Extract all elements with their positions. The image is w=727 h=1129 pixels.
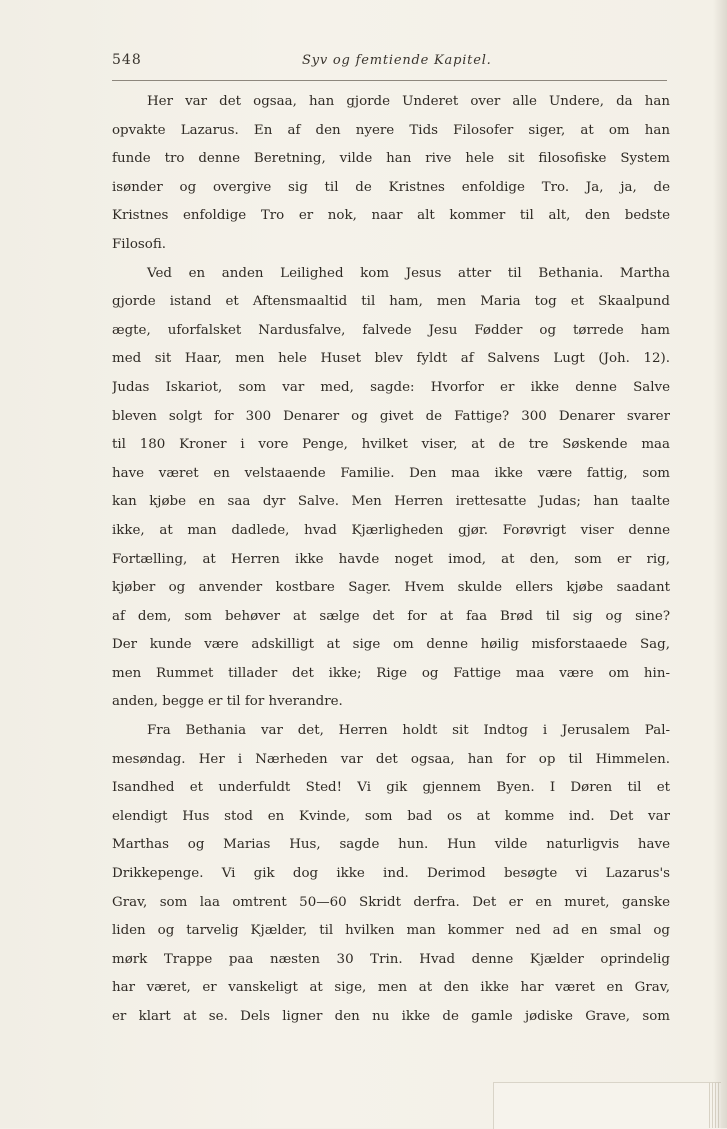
- text-line: anden, begge er til for hverandre.: [112, 694, 343, 710]
- page-number: 548: [112, 52, 142, 68]
- text-line: kjøber og anvender kostbare Sager. Hvem skulde ellers kjøbe saadant: [112, 580, 670, 596]
- text-line: Her var det ogsaa, han gjorde Underet over alle Undere, da han: [147, 94, 670, 109]
- header-rule: [112, 80, 667, 81]
- paragraph-1: [112, 88, 670, 260]
- body-text: [112, 88, 670, 1032]
- text-line: men Rummet tillader det ikke; Rige og Fattige maa være om hin-: [112, 665, 670, 681]
- text-line: Drikkepenge. Vi gik dog ikke ind. Derimod besøgte vi Lazarus's: [112, 866, 670, 882]
- page-header: [112, 52, 500, 74]
- text-line: med sit Haar, men hele Huset blev fyldt af Salvens Lugt (Joh. 12).: [112, 351, 670, 367]
- text-line: Fortælling, at Herren ikke havde noget imod, at den, som er rig,: [112, 551, 670, 567]
- text-line: gjorde istand et Aftensmaaltid til ham, men Maria tog et Skaalpund: [112, 294, 670, 310]
- text-line: funde tro denne Beretning, vilde han rive hele sit filosofiske System: [112, 151, 670, 167]
- text-line: har været, er vanskeligt at sige, men at den ikke har været en Grav,: [112, 980, 670, 996]
- text-line: isønder og overgive sig til de Kristnes enfoldige Tro. Ja, ja, de: [112, 179, 670, 195]
- text-line: elendigt Hus stod en Kvinde, som bad os at komme ind. Det var: [112, 808, 670, 824]
- text-line: Fra Bethania var det, Herren holdt sit Indtog i Jerusalem Pal-: [147, 723, 670, 739]
- text-line: Marthas og Marias Hus, sagde hun. Hun vilde naturligvis have: [112, 837, 670, 853]
- text-line: kan kjøbe en saa dyr Salve. Men Herren irettesatte Judas; han taalte: [112, 494, 670, 510]
- paragraph-3: [112, 717, 670, 1032]
- page-edge-shadow: [713, 0, 727, 1128]
- text-line: Judas Iskariot, som var med, sagde: Hvorfor er ikke denne Salve: [112, 379, 670, 395]
- text-line: ægte, uforfalsket Nardusfalve, falvede Jesu Fødder og tørrede ham: [112, 322, 670, 338]
- running-title: Syv og femtiende Kapitel.: [302, 53, 492, 68]
- text-line: bleven solgt for 300 Denarer og givet de Fattige? 300 Denarer svarer: [112, 408, 670, 424]
- text-line: Filosofi.: [112, 236, 167, 252]
- text-line: opvakte Lazarus. En af den nyere Tids Filosofer siger, at om han: [112, 122, 670, 138]
- paragraph-2: [112, 260, 670, 718]
- text-line: mesøndag. Her i Nærheden var det ogsaa, han for op til Himmelen.: [112, 751, 670, 767]
- text-line: Der kunde være adskilligt at sige om denne høilig misforstaaede Sag,: [112, 637, 670, 653]
- text-line: have været en velstaaende Familie. Den maa ikke være fattig, som: [112, 465, 670, 481]
- text-line: er klart at se. Dels ligner den nu ikke de gamle jødiske Grave, som: [112, 1009, 670, 1024]
- scan-corner-tab: [493, 1082, 721, 1129]
- text-line: Grav, som laa omtrent 50—60 Skridt derfra. Det er en muret, ganske: [112, 894, 670, 910]
- text-line: liden og tarvelig Kjælder, til hvilken man kommer ned ad en smal og: [112, 923, 670, 939]
- text-line: Isandhed et underfuldt Sted! Vi gik gjennem Byen. I Døren til et: [112, 780, 670, 796]
- text-line: Kristnes enfoldige Tro er nok, naar alt kommer til alt, den bedste: [112, 208, 670, 224]
- text-line: Ved en anden Leilighed kom Jesus atter til Bethania. Martha: [147, 265, 670, 281]
- text-line: til 180 Kroner i vore Penge, hvilket viser, at de tre Søskende maa: [112, 437, 670, 453]
- text-line: af dem, som behøver at sælge det for at faa Brød til sig og sine?: [112, 608, 670, 624]
- text-line: mørk Trappe paa næsten 30 Trin. Hvad denne Kjælder oprindelig: [112, 951, 670, 967]
- text-line: ikke, at man dadlede, hvad Kjærligheden gjør. Forøvrigt viser denne: [112, 522, 670, 538]
